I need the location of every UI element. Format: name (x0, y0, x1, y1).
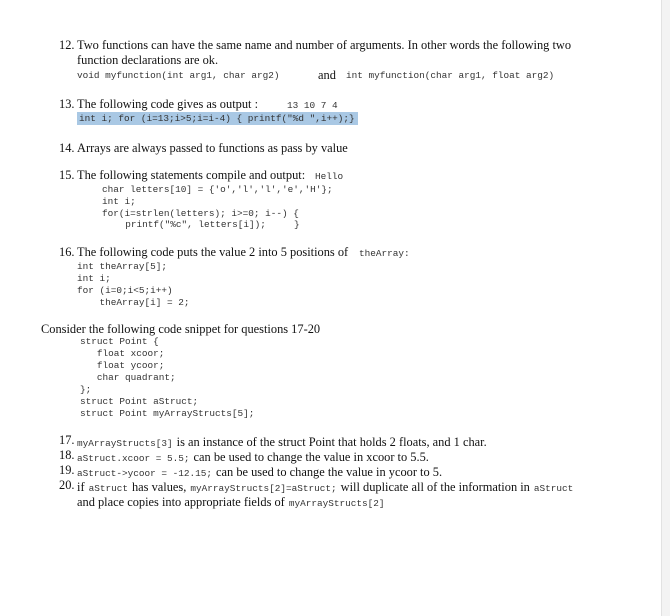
q18-code: aStruct.xcoor = 5.5; (77, 453, 190, 464)
q13-output: 13 10 7 4 (287, 100, 338, 111)
snippet-code-line5: }; (80, 384, 92, 395)
q13-text: The following code gives as output : (77, 97, 259, 111)
q12-line2: function declarations are ok. (77, 53, 219, 67)
snippet-code-line6: struct Point aStruct; (80, 396, 199, 407)
q19-number: 19. (59, 463, 75, 477)
q13-code-highlight: int i; for (i=13;i>5;i=i-4) { printf("%d ",i++);} (77, 112, 358, 125)
q12-code-b: int myfunction(char arg1, float arg2) (346, 70, 555, 81)
q15-code-line3: for(i=strlen(letters); i>=0; i--) { (102, 208, 299, 219)
q16-code-line3: for (i=0;i<5;i++) (77, 285, 173, 296)
q16-array-name: theArray: (359, 248, 410, 259)
q16-text: The following code puts the value 2 into 5 positions of (77, 245, 349, 259)
q16-code-line1: int theArray[5]; (77, 261, 168, 272)
q20-code2: myArrayStructs[2]=aStruct; (190, 483, 337, 494)
q12-number: 12. (59, 38, 75, 52)
q12-and: and (318, 68, 336, 82)
q15-text: The following statements compile and output: (77, 168, 306, 182)
q20-code4: myArrayStructs[2] (288, 498, 385, 509)
q16-number: 16. (59, 245, 75, 259)
q20-line2 (77, 493, 384, 511)
page-edge (661, 0, 670, 616)
q14-number: 14. (59, 141, 75, 155)
q20-code3: aStruct (533, 483, 574, 494)
q13-number: 13. (59, 97, 75, 111)
q16-code-line4: theArray[i] = 2; (77, 297, 190, 308)
q20-text3: and place copies into appropriate fields of (77, 495, 285, 509)
q14-text: Arrays are always passed to functions as pass by value (77, 141, 348, 155)
q18-number: 18. (59, 448, 75, 462)
snippet-heading: Consider the following code snippet for questions 17-20 (41, 322, 321, 336)
snippet-code-line7: struct Point myArrayStructs[5]; (80, 408, 255, 419)
q20-number: 20. (59, 478, 75, 492)
q17-number: 17. (59, 433, 75, 447)
snippet-code-line3: float ycoor; (80, 360, 165, 371)
snippet-code-line1: struct Point { (80, 336, 159, 347)
snippet-code-line2: float xcoor; (80, 348, 165, 359)
q15-output: Hello (315, 171, 344, 182)
snippet-code-line4: char quadrant; (80, 372, 176, 383)
q15-code-line4: printf("%c", letters[i]); } (114, 219, 300, 230)
q20-text2: will duplicate all of the information in (340, 480, 530, 494)
q20-if: if (77, 480, 85, 494)
q17-text: is an instance of the struct Point that holds 2 floats, and 1 char. (176, 435, 487, 449)
q18-text: can be used to change the value in xcoor to 5.5. (193, 450, 429, 464)
q15-code-line1: char letters[10] = {'o','l','l','e','H'}; (102, 184, 333, 195)
q15-code-line2: int i; (102, 196, 136, 207)
q16-code-line2: int i; (77, 273, 111, 284)
q12-code-a: void myfunction(int arg1, char arg2) (77, 70, 280, 81)
q17-code: myArrayStructs[3] (77, 438, 173, 449)
q15-number: 15. (59, 168, 75, 182)
q12-line1: Two functions can have the same name and number of arguments. In other words the following two (77, 38, 572, 52)
q20-code1: aStruct (88, 483, 128, 494)
q19-text: can be used to change the value in ycoor to 5. (216, 465, 443, 479)
q19-code: aStruct->ycoor = -12.15; (77, 468, 213, 479)
q20-text1: has values, (131, 480, 187, 494)
